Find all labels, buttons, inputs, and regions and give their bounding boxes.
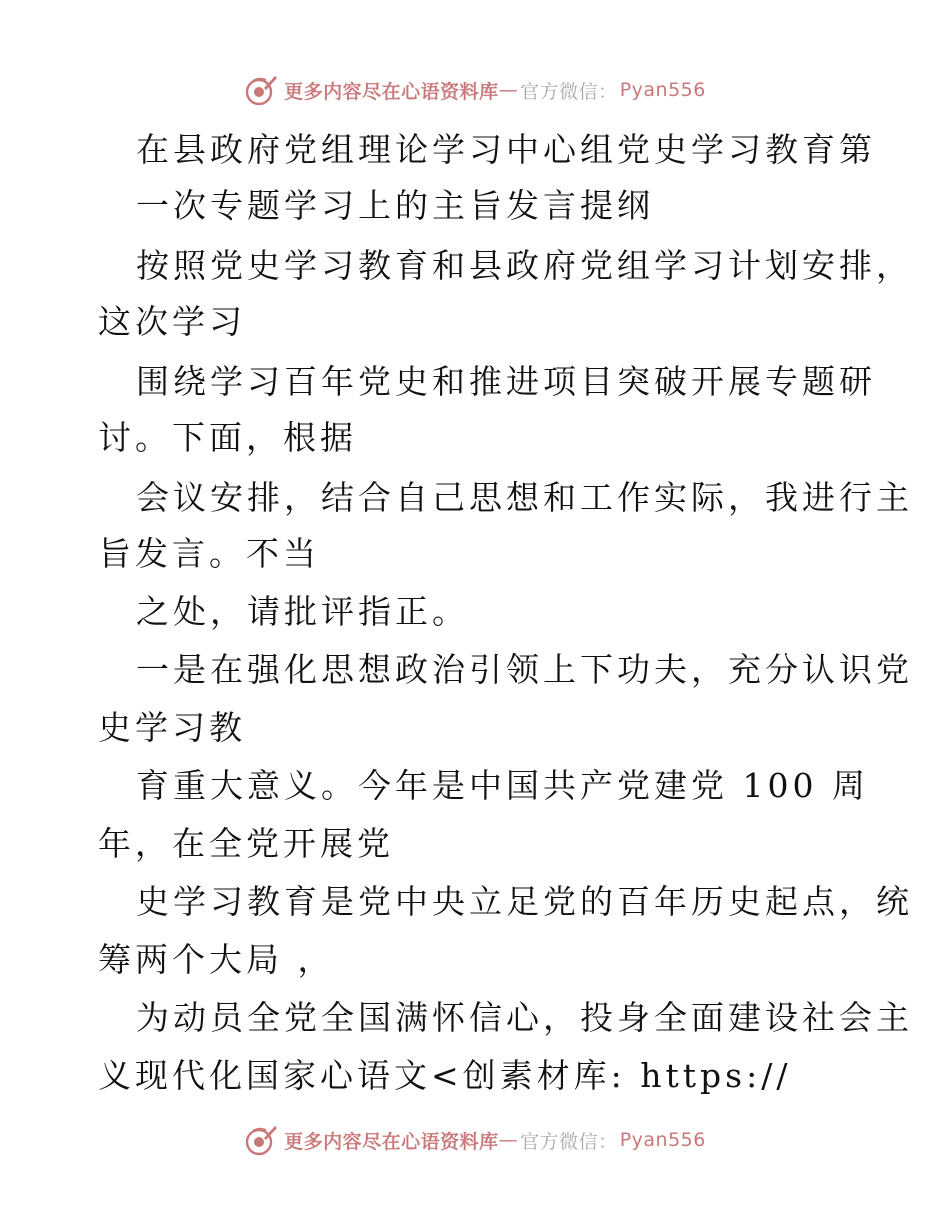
paragraph-line: 旨发言。不当 [98,534,320,573]
paragraph-line: 一是在强化思想政治引领上下功夫，充分认识党 [136,650,913,689]
paragraph-line: 义现代化国家心语文<创素材库: https:// [98,1056,792,1095]
watermark-text [284,77,706,104]
paragraph-line: 为动员全党全国满怀信心，投身全面建设社会主 [136,998,913,1037]
watermark-group [244,1123,706,1157]
paragraph-line: 讨。下面，根据 [98,418,357,457]
paragraph-line: 围绕学习百年党史和推进项目突破开展专题研 [136,362,876,401]
watermark-separator: — [498,79,519,101]
pen-logo-icon [244,1123,278,1157]
paragraph-line: 按照党史学习教育和县政府党组学习计划安排， [136,246,913,285]
paragraph-line: 史学习教 [98,708,246,747]
paragraph-line: 这次学习 [98,302,246,341]
paragraph-line: 史学习教育是党中央立足党的百年历史起点，统 [136,882,913,921]
paragraph-line: 育重大意义。今年是中国共产党建党 100 周 [136,766,869,805]
watermark-group [244,73,706,107]
watermark-wechat-label: 官方微信： [520,80,618,103]
paragraph-line: 年，在全党开展党 [98,824,394,863]
watermark-main-text: 更多内容尽在心语资料库 [284,1130,499,1153]
paragraph-line: 筹两个大局 ， [98,940,335,979]
watermark-text [284,1127,706,1154]
title-line-2: 一次专题学习上的主旨发言提纲 [136,186,654,225]
header-watermark [0,72,950,108]
paragraph-line: 会议安排，结合自己思想和工作实际，我进行主 [136,478,913,517]
watermark-wechat-id: Pyan556 [619,79,706,101]
footer-watermark [0,1122,950,1158]
watermark-wechat-label: 官方微信： [520,1130,618,1153]
paragraph-line: 之处，请批评指正。 [136,592,469,631]
watermark-main-text: 更多内容尽在心语资料库 [284,80,499,103]
pen-logo-icon [244,73,278,107]
watermark-wechat-id: Pyan556 [619,1129,706,1151]
watermark-separator: — [498,1129,519,1151]
title-line-1: 在县政府党组理论学习中心组党史学习教育第 [136,130,876,169]
